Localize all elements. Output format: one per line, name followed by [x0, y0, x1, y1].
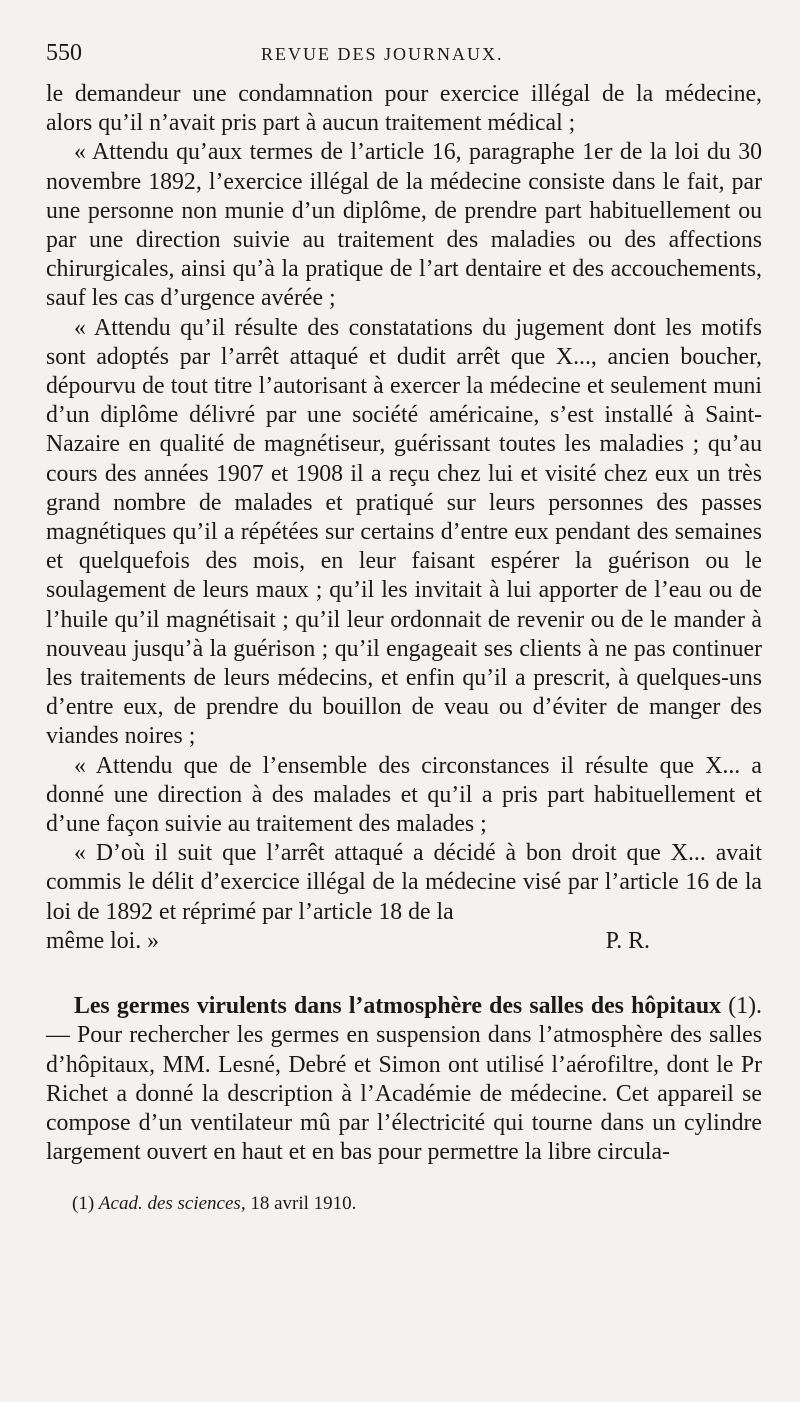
paragraph: « Attendu qu’aux termes de l’article 16, paragraphe 1er de la loi du 30 novembre 1892, l’exercice illégal de la médecine consiste dans le fait, par une personne non munie d’un diplôme, de prendre part habituellement ou par une direction suivie au traitement des maladies ou des affections chirurgicales, ainsi qu’à la pratique de l’art dentaire et des accouchements, sauf les cas d’urgence avérée ;	[46, 139, 762, 312]
paragraph: le demandeur une condamnation pour exercice illégal de la médecine, alors qu’il n’avait pris part à aucun traitement médical ;	[46, 81, 762, 137]
section-gap	[46, 956, 762, 992]
paragraph: « D’où il suit que l’arrêt attaqué a décidé à bon droit que X... avait commis le délit d’exercice illégal de la médecine visé par l’article 16 de la loi de 1892 et réprimé par l’article 18 de la	[46, 840, 762, 925]
author-signature: P. R.	[605, 927, 650, 954]
paragraph: « Attendu que de l’ensemble des circonstances il résulte que X... a donné une direction à des malades et qu’il a pris part habituellement et d’une façon suivie au traitement des malades ;	[46, 752, 762, 838]
article-germes-virulents	[46, 992, 762, 1167]
journal-title: REVUE DES JOURNAUX.	[261, 44, 504, 64]
footnote-date: 18 avril 1910.	[250, 1193, 357, 1215]
article-title: Les germes virulents dans l’atmosphère des salles des hôpitaux	[74, 993, 722, 1020]
article-court-decision	[46, 80, 762, 956]
article-body: — Pour rechercher les germes en suspension dans l’atmosphère des salles d’hôpitaux, MM. Lesné, Debré et Simon ont utilisé l’aérofiltre, dont le Pr Richet a donné la description à l’Académie de médecine. Cet appareil se compose d’un ventilateur mû par l’électricité qui tourne dans un cylindre largement ouvert en haut et en bas pour permettre la libre circula-	[46, 1022, 762, 1166]
footnote-number: (1)	[72, 1193, 95, 1215]
running-head	[46, 30, 762, 80]
footnote	[46, 1193, 762, 1215]
closing-text: même loi. »	[46, 927, 160, 954]
closing-line	[46, 927, 762, 956]
footnote-reference: (1).	[728, 993, 762, 1020]
page	[46, 30, 762, 1215]
paragraph: « Attendu qu’il résulte des constatations du jugement dont les motifs sont adoptés par l’arrêt attaqué et dudit arrêt que X..., ancien boucher, dépourvu de tout titre l’autorisant à exercer la médecine et seulement muni d’un diplôme délivré par une société américaine, s’est installé à Saint-Nazaire en qualité de magnétiseur, guérissant toutes les maladies ; qu’au cours des années 1907 et 1908 il a reçu chez lui et visité chez eux un très grand nombre de malades et pratiqué sur leurs personnes des passes magnétiques qu’il a répétées sur certains d’entre eux pendant des semaines et quelquefois des mois, en leur faisant espérer la guérison ou le soulagement de leurs maux ; qu’il les invitait à lui apporter de l’eau ou de l’huile qu’il magnétisait ; qu’il leur ordonnait de revenir ou de le mander à nouveau jusqu’à la guérison ; qu’il engageait ses clients à ne pas continuer les traitements de leurs médecins, et enfin qu’il a prescrit, à quelques-uns d’entre eux, de prendre du bouillon de veau ou d’éviter de manger des viandes noires ;	[46, 314, 762, 750]
page-number: 550	[46, 40, 82, 66]
article-paragraph	[46, 992, 762, 1167]
footnote-source: Acad. des sciences,	[98, 1193, 246, 1215]
